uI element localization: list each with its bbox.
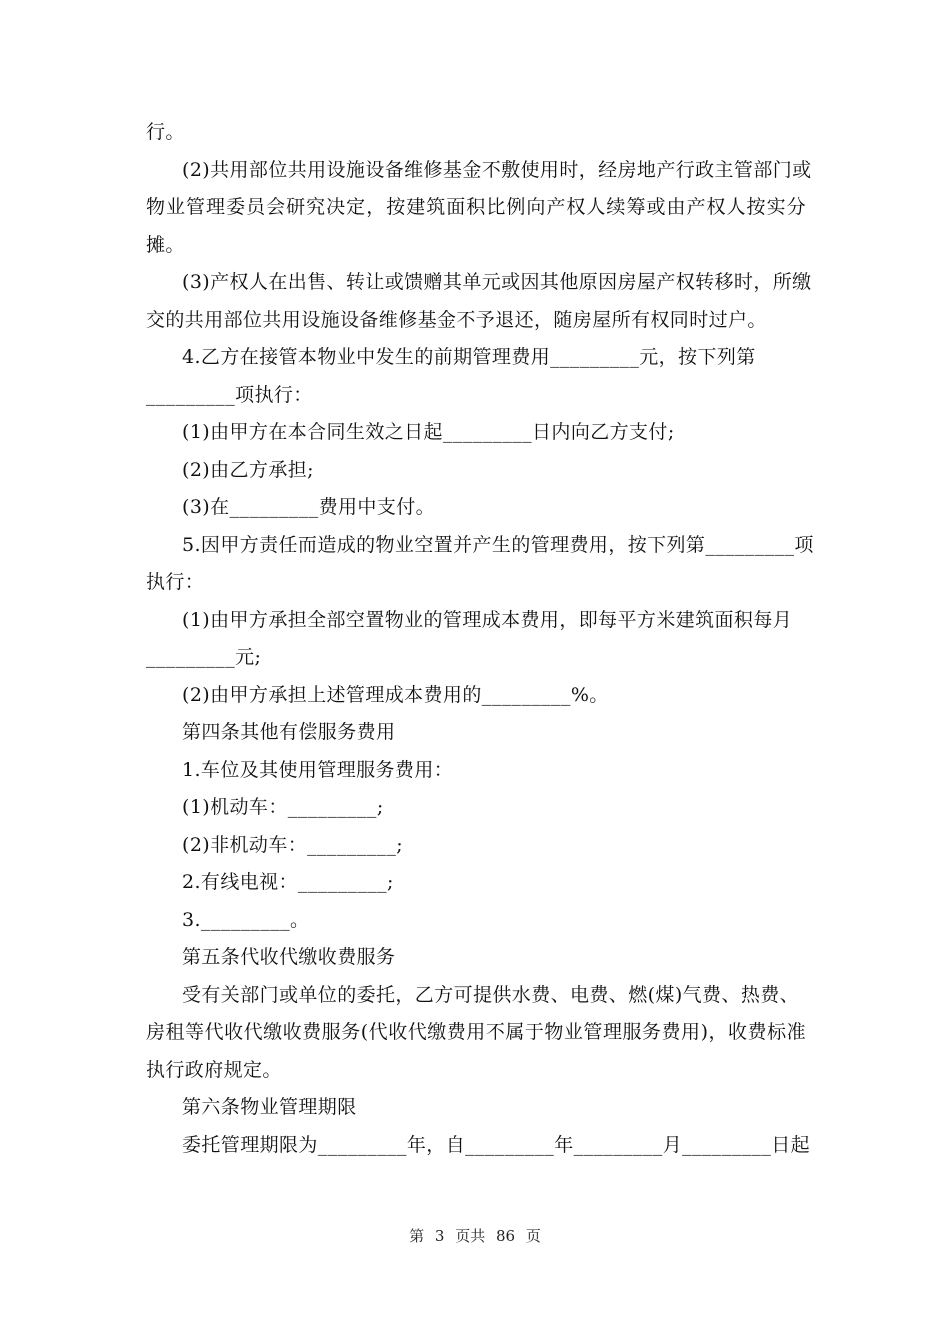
text-line: (2)由乙方承担; bbox=[182, 459, 314, 481]
text-line: (2)共用部位共用设施设备维修基金不敷使用时，经房地产行政主管部门或 bbox=[182, 159, 812, 181]
text-line: 物业管理委员会研究决定，按建筑面积比例向产权人续筹或由产权人按实分 bbox=[146, 196, 806, 218]
text-line: (2)非机动车：_________; bbox=[182, 834, 404, 856]
footer-page-number: 3 bbox=[434, 1227, 445, 1245]
section-heading: 第四条其他有偿服务费用 bbox=[182, 721, 396, 743]
text-line: 受有关部门或单位的委托，乙方可提供水费、电费、燃(煤)气费、热费、 bbox=[182, 984, 800, 1006]
text-line: 5.因甲方责任而造成的物业空置并产生的管理费用，按下列第_________项 bbox=[182, 534, 814, 556]
text-line: _________元; bbox=[146, 646, 262, 668]
text-line: 1.车位及其使用管理服务费用： bbox=[182, 759, 454, 781]
footer-prefix: 第 bbox=[409, 1227, 425, 1245]
text-line: 行。 bbox=[146, 121, 185, 143]
text-line: (3)在_________费用中支付。 bbox=[182, 496, 436, 518]
text-line: 执行政府规定。 bbox=[146, 1059, 282, 1081]
text-line: (3)产权人在出售、转让或馈赠其单元或因其他原因房屋产权转移时，所缴 bbox=[182, 271, 812, 293]
text-line: 摊。 bbox=[146, 234, 185, 256]
footer-mid: 页共 bbox=[455, 1227, 486, 1245]
text-line: 3._________。 bbox=[182, 909, 310, 931]
text-line: 执行： bbox=[146, 571, 205, 593]
text-line: _________项执行： bbox=[146, 384, 313, 406]
text-line: (1)由甲方在本合同生效之日起_________日内向乙方支付; bbox=[182, 421, 675, 443]
text-line: 交的共用部位共用设施设备维修基金不予退还，随房屋所有权同时过户。 bbox=[146, 309, 767, 331]
text-line: 委托管理期限为_________年，自_________年_________月_________日起 bbox=[182, 1134, 811, 1156]
text-line: 4.乙方在接管本物业中发生的前期管理费用_________元，按下列第 bbox=[182, 346, 756, 368]
footer-suffix: 页 bbox=[525, 1227, 541, 1245]
text-line: (2)由甲方承担上述管理成本费用的_________%。 bbox=[182, 684, 609, 706]
footer-total-pages: 86 bbox=[496, 1227, 516, 1245]
text-line: 房租等代收代缴收费服务(代收代缴费用不属于物业管理服务费用)，收费标准 bbox=[146, 1021, 806, 1043]
section-heading: 第六条物业管理期限 bbox=[182, 1096, 357, 1118]
section-heading: 第五条代收代缴收费服务 bbox=[182, 946, 396, 968]
text-line: (1)由甲方承担全部空置物业的管理成本费用，即每平方米建筑面积每月 bbox=[182, 609, 793, 631]
text-line: 2.有线电视：_________; bbox=[182, 871, 394, 893]
text-line: (1)机动车：_________; bbox=[182, 796, 384, 818]
page-footer bbox=[0, 1225, 950, 1246]
